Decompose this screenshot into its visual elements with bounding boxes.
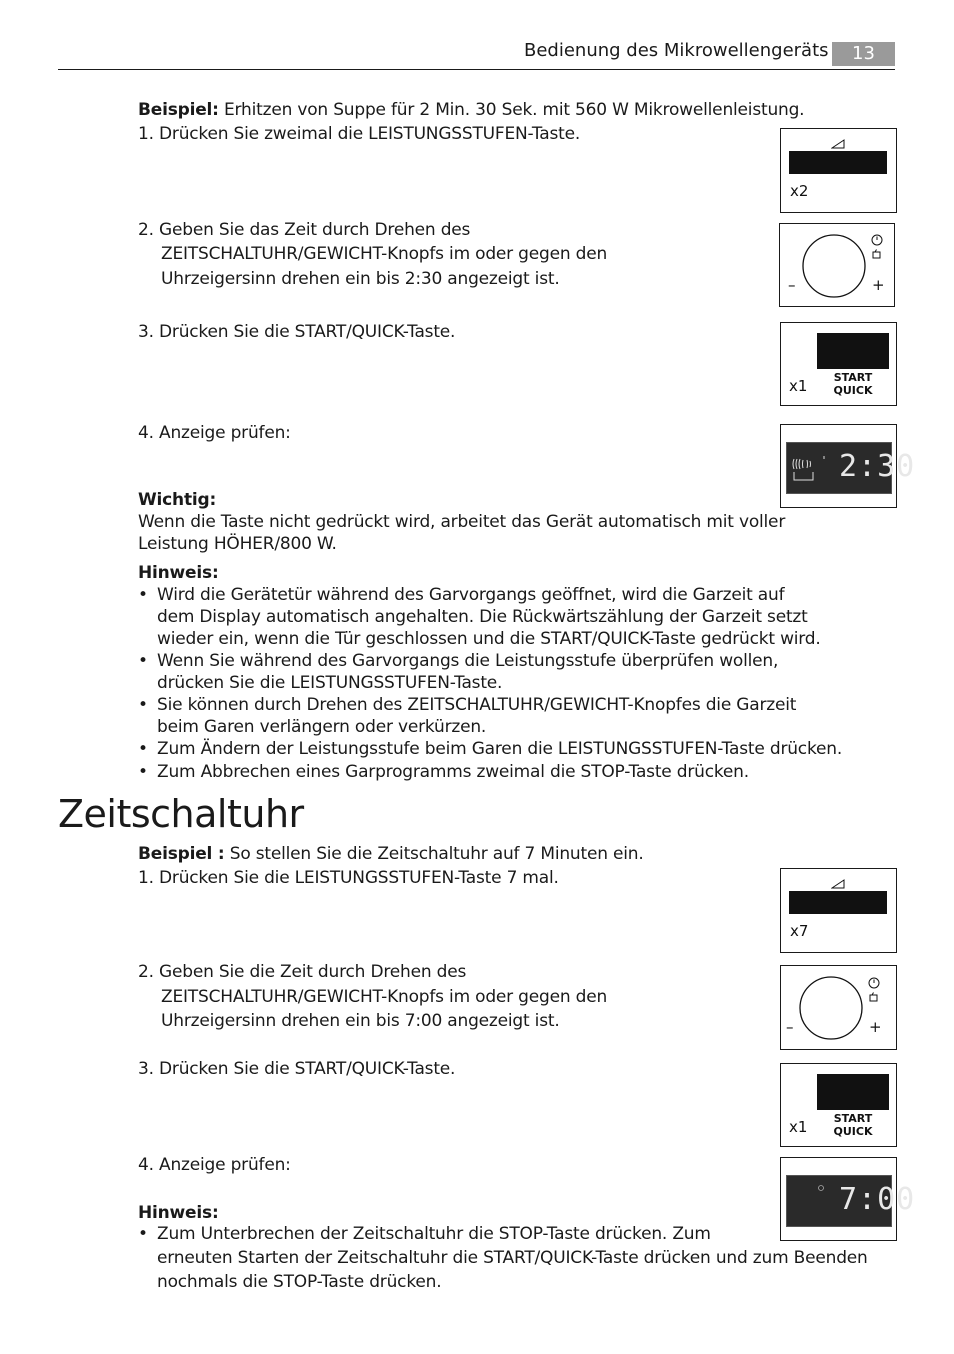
power-level-icon: [831, 879, 845, 889]
knob-minus-label: –: [786, 1018, 794, 1036]
section-title: Zeitschaltuhr: [58, 792, 304, 836]
note-1-line-1: Wird die Gerätetür während des Garvorgangs geöffnet, wird die Garzeit auf: [157, 585, 785, 605]
lcd-time: 7:00: [839, 1182, 916, 1217]
timer-weight-knob-icon: [780, 224, 896, 308]
note-bullet: •: [138, 739, 149, 759]
step-2-line-2: ZEITSCHALTUHR/GEWICHT-Knopfs im oder gegen den: [161, 244, 608, 264]
start-button-bar: [817, 1074, 889, 1110]
quick-label: QUICK: [833, 1125, 873, 1138]
example-line: [138, 843, 644, 865]
start-button-figure: [780, 1063, 897, 1147]
step-1: 1. Drücken Sie die LEISTUNGSSTUFEN-Taste 7 mal.: [138, 868, 559, 888]
knob-figure: [779, 223, 895, 307]
knob-minus-label: –: [788, 276, 796, 294]
display-figure: [780, 1157, 916, 1241]
note-3-line-1: Sie können durch Drehen des ZEITSCHALTUHR/GEWICHT-Knopfes die Garzeit: [157, 695, 797, 715]
note-line-3: nochmals die STOP-Taste drücken.: [157, 1272, 442, 1292]
note-label: Hinweis:: [138, 1203, 219, 1223]
start-quick-label: [825, 1112, 881, 1138]
step-4: 4. Anzeige prüfen:: [138, 423, 291, 443]
power-level-icon: [831, 139, 845, 149]
example-text: So stellen Sie die Zeitschaltuhr auf 7 Minuten ein.: [229, 844, 644, 864]
power-button-figure: [780, 868, 897, 953]
note-1-line-3: wieder ein, wenn die Tür geschlossen und die START/QUICK-Taste gedrückt wird.: [157, 629, 821, 649]
step-3: 3. Drücken Sie die START/QUICK-Taste.: [138, 1059, 456, 1079]
note-line-2: erneuten Starten der Zeitschaltuhr die START/QUICK-Taste drücken und zum Beenden: [157, 1248, 868, 1268]
start-label: START: [833, 1112, 873, 1125]
microwave-wave-icon: [791, 455, 831, 483]
timer-weight-knob-icon: [781, 966, 898, 1051]
step-3: 3. Drücken Sie die START/QUICK-Taste.: [138, 322, 456, 342]
note-bullet: •: [138, 585, 149, 605]
press-count: x1: [789, 1118, 808, 1136]
note-bullet: •: [138, 651, 149, 671]
press-count: x7: [790, 922, 809, 940]
note-1-line-2: dem Display automatisch angehalten. Die Rückwärtszählung der Garzeit setzt: [157, 607, 808, 627]
power-button-figure: [780, 128, 897, 213]
note-2-line-1: Wenn Sie während des Garvorgangs die Leistungsstufe überprüfen wollen,: [157, 651, 779, 671]
step-2-line-1: 2. Geben Sie das Zeit durch Drehen des: [138, 220, 471, 240]
knob-plus-label: +: [872, 276, 885, 294]
header-section-title: Bedienung des Mikrowellengeräts: [524, 40, 829, 61]
note-line-1: Zum Unterbrechen der Zeitschaltuhr die STOP-Taste drücken. Zum: [157, 1224, 711, 1244]
note-3-line-2: beim Garen verlängern oder verkürzen.: [157, 717, 487, 737]
note-label: Hinweis:: [138, 563, 219, 583]
start-label: START: [833, 371, 873, 384]
start-button-bar: [817, 333, 889, 369]
header-rule: [58, 69, 895, 70]
step-2-line-3: Uhrzeigersinn drehen ein bis 7:00 angezeigt ist.: [161, 1011, 560, 1031]
important-line-1: Wenn die Taste nicht gedrückt wird, arbeitet das Gerät automatisch mit voller: [138, 512, 786, 532]
start-quick-label: [825, 371, 881, 397]
page-number: 13: [832, 42, 895, 66]
example-line: [138, 99, 804, 121]
power-button-bar: [789, 151, 887, 174]
note-bullet: •: [138, 762, 149, 782]
step-1: 1. Drücken Sie zweimal die LEISTUNGSSTUFEN-Taste.: [138, 124, 581, 144]
power-button-bar: [789, 891, 887, 914]
example-label: Beispiel:: [138, 100, 219, 120]
example-text: Erhitzen von Suppe für 2 Min. 30 Sek. mit 560 W Mikrowellenleistung.: [224, 100, 805, 120]
press-count: x1: [789, 377, 808, 395]
quick-label: QUICK: [833, 384, 873, 397]
lcd-time: 2:30: [839, 449, 916, 484]
step-2-line-1: 2. Geben Sie die Zeit durch Drehen des: [138, 962, 467, 982]
note-bullet: •: [138, 1224, 149, 1244]
lcd-display: [786, 442, 916, 494]
step-2-line-3: Uhrzeigersinn drehen ein bis 2:30 angezeigt ist.: [161, 269, 560, 289]
step-2-line-2: ZEITSCHALTUHR/GEWICHT-Knopfs im oder gegen den: [161, 987, 608, 1007]
knob-figure: [780, 965, 897, 1050]
note-5-line-1: Zum Abbrechen eines Garprogramms zweimal die STOP-Taste drücken.: [157, 762, 749, 782]
example-label: Beispiel :: [138, 844, 225, 864]
step-4: 4. Anzeige prüfen:: [138, 1155, 291, 1175]
important-label: Wichtig:: [138, 490, 217, 510]
note-2-line-2: drücken Sie die LEISTUNGSSTUFEN-Taste.: [157, 673, 503, 693]
display-figure: [780, 424, 916, 508]
start-button-figure: [780, 322, 897, 406]
note-bullet: •: [138, 695, 149, 715]
lcd-display: [786, 1175, 916, 1227]
note-4-line-1: Zum Ändern der Leistungsstufe beim Garen die LEISTUNGSSTUFEN-Taste drücken.: [157, 739, 843, 759]
clock-icon: [817, 1184, 825, 1192]
knob-plus-label: +: [869, 1018, 882, 1036]
important-line-2: Leistung HÖHER/800 W.: [138, 534, 337, 554]
press-count: x2: [790, 182, 809, 200]
